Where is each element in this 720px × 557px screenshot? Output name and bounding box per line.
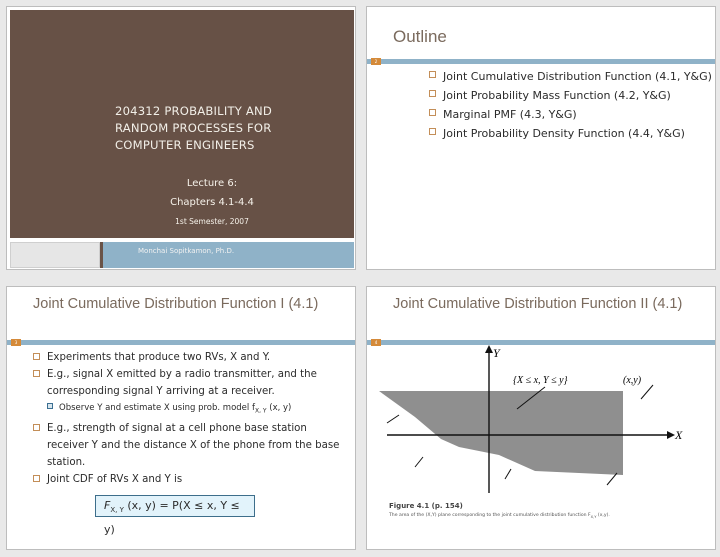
arrow-mark [387, 415, 399, 423]
arrow-mark [607, 473, 617, 485]
title-rule [7, 340, 356, 345]
slide-number: 4 [371, 339, 381, 346]
course-title: 204312 PROBABILITY AND RANDOM PROCESSES FOR COMPUTER ENGINEERS [115, 104, 273, 152]
y-axis-label: Y [493, 346, 500, 360]
slide-title: Outline [393, 27, 447, 46]
title-rule [367, 59, 716, 64]
semester: 1st Semester, 2007 [175, 217, 249, 226]
outline-list [429, 67, 713, 143]
slide-title: Joint Cumulative Distribution Function I (4.1) [33, 296, 319, 312]
slide-number: 2 [371, 58, 381, 65]
list-item: Marginal PMF (4.3, Y&G) [429, 105, 713, 124]
outline-slide [366, 6, 716, 270]
list-item: Joint Probability Density Function (4.4, Y&G) [429, 124, 713, 143]
list-item: Joint Cumulative Distribution Function (4.1, Y&G) [429, 67, 713, 86]
lecture-number: Lecture 6: [186, 178, 238, 189]
figure-caption-text: The area of the (X,Y) plane corresponding to the joint cumulative distribution function $F_{X,Y}$ (x,y). [389, 513, 610, 519]
slide-title: Joint Cumulative Distribution Function II (4.1) [393, 296, 683, 312]
x-axis-arrow [667, 431, 675, 439]
region-label: {X ≤ x, Y ≤ y} [513, 375, 568, 386]
title-slide [6, 6, 356, 270]
list-item: E.g., strength of signal at a cell phone base station receiver Y and the distance X of the phone from the base station. [33, 420, 351, 471]
y-axis-arrow [485, 345, 493, 353]
author: Monchai Sopitkamon, Ph.D. [138, 247, 235, 255]
figure-caption-title: Figure 4.1 (p. 154) [389, 502, 463, 510]
point-label: (x,y) [623, 375, 642, 386]
footer-blue-bar [103, 242, 354, 268]
list-item: Experiments that produce two RVs, X and Y. [33, 349, 351, 366]
arrow-mark [505, 469, 511, 479]
cdf-region [379, 391, 623, 475]
footer-left-box [10, 242, 100, 268]
cdf-formula-box: $F_{X, Y}$ (x, y) = P(X ≤ x, Y ≤ y) [95, 495, 255, 517]
slide-number: 3 [11, 339, 21, 346]
chapters: Chapters 4.1-4.4 [170, 197, 254, 208]
list-item: Joint Probability Mass Function (4.2, Y&G) [429, 86, 713, 105]
sub-item: Observe Y and estimate X using prob. model $f_{X, Y}$ (x, y) [47, 400, 351, 420]
joint-cdf-slide-1 [6, 286, 356, 550]
arrow-mark [415, 457, 423, 467]
x-axis-label: X [675, 428, 683, 442]
list-item: E.g., signal X emitted by a radio transmitter, and the corresponding signal Y arriving at a receiver. Observe Y and estimate X using prob. model $f_{X, Y}$ (x, y) [33, 366, 351, 420]
list-item: Joint CDF of RVs X and Y is [33, 471, 351, 488]
joint-cdf-figure [367, 345, 716, 495]
bullet-list [33, 349, 351, 488]
point-arrow [641, 385, 653, 399]
joint-cdf-slide-2 [366, 286, 716, 550]
